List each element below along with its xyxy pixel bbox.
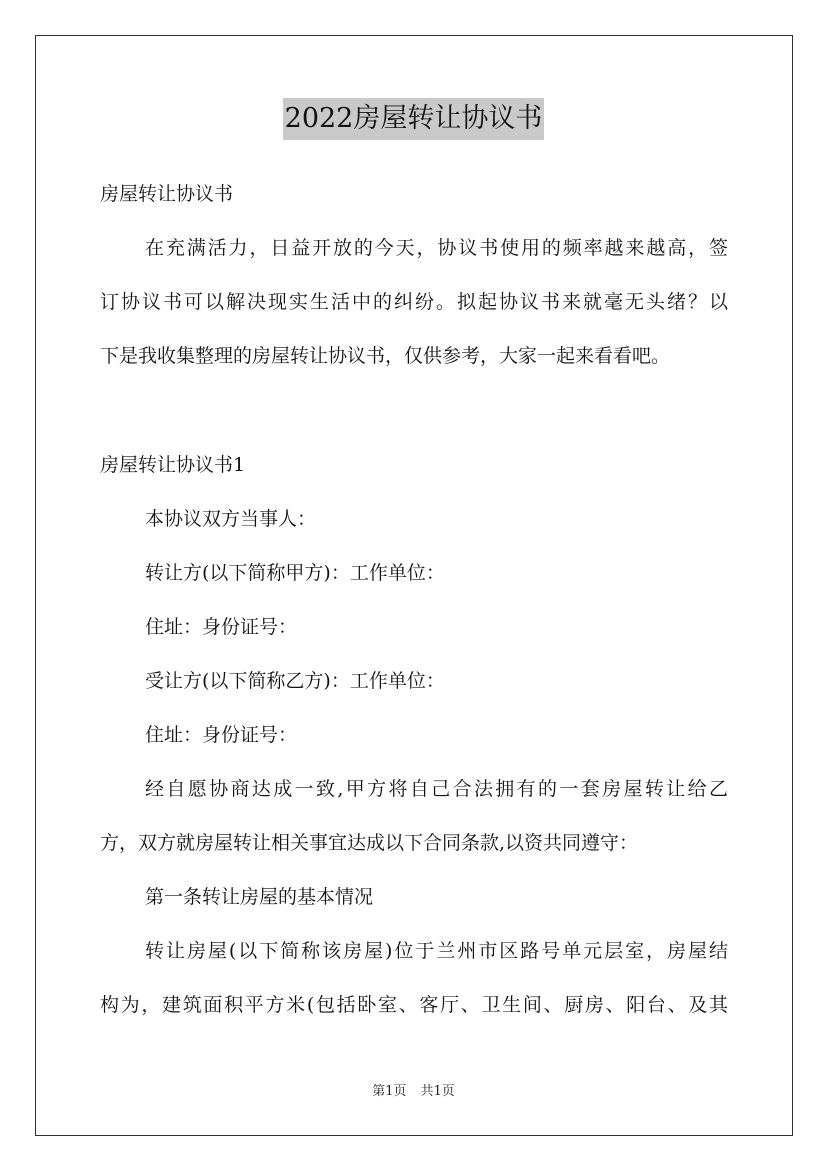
article1-line-1: 转让房屋(以下简称该房屋)位于兰州市区路号单元层室，房屋结 [145,940,728,962]
intro-line-1: 在充满活力，日益开放的今天，协议书使用的频率越来越高，签 [145,237,728,259]
title-container [0,98,827,140]
article1-line-2: 构为，建筑面积平方米(包括卧室、客厅、卫生间、厨房、阳台、及其 [100,994,728,1016]
transferor-address: 住址：身份证号： [145,616,298,638]
section-heading: 房屋转让协议书1 [100,454,246,476]
agreement-line-1: 经自愿协商达成一致,甲方将自己合法拥有的一套房屋转让给乙 [145,778,728,800]
parties-label: 本协议双方当事人： [145,508,317,530]
document-title: 2022房屋转让协议书 [283,98,545,140]
intro-heading: 房屋转让协议书 [100,183,234,205]
transferee-address: 住址：身份证号： [145,724,298,746]
transferee-line: 受让方(以下简称乙方)：工作单位： [145,670,445,692]
intro-line-3: 下是我收集整理的房屋转让协议书，仅供参考，大家一起来看看吧。 [100,345,671,367]
transferor-line: 转让方(以下简称甲方)：工作单位： [145,562,445,584]
article1-heading: 第一条转让房屋的基本情况 [145,886,374,908]
page-number-total: 共1页 [420,1084,455,1099]
page-footer [0,1083,827,1101]
intro-line-2: 订协议书可以解决现实生活中的纠纷。拟起协议书来就毫无头绪？以 [100,291,728,313]
page-number-current: 第1页 [372,1084,407,1099]
agreement-line-2: 方，双方就房屋转让相关事宜达成以下合同条款,以资共同遵守： [100,832,639,854]
